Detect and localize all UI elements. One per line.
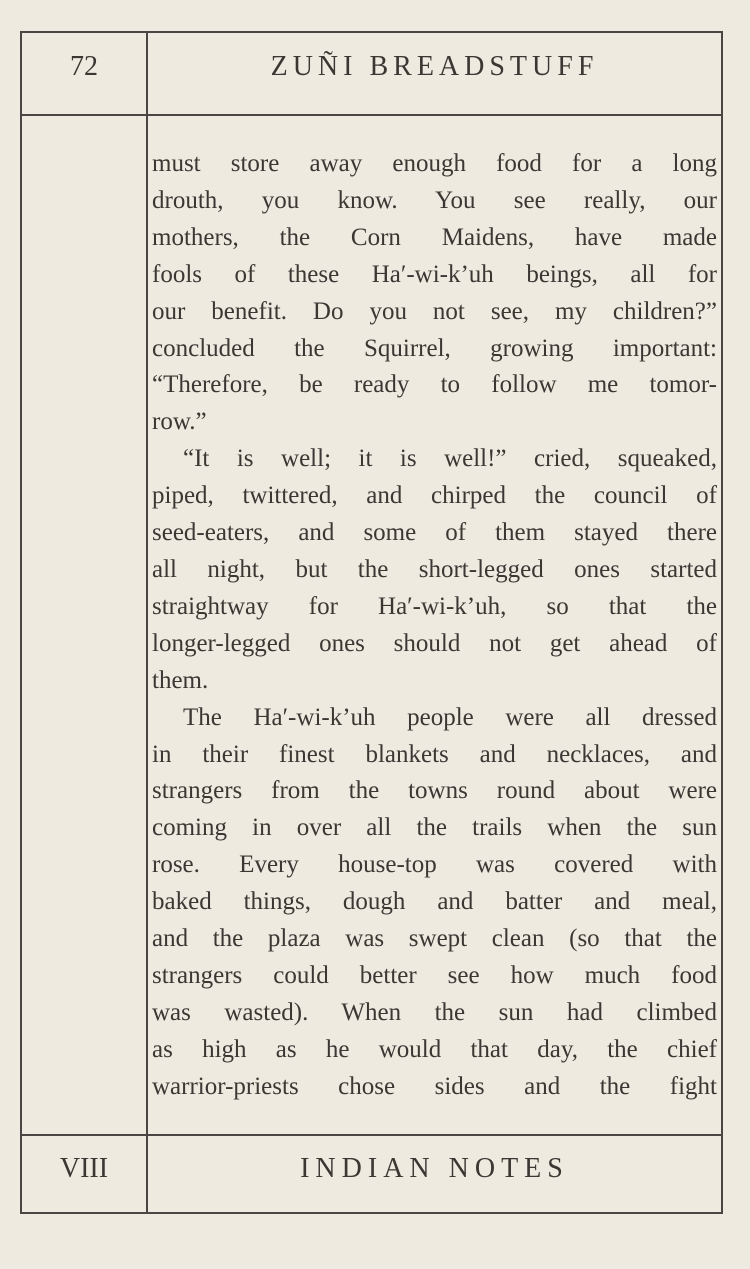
- text-line: straightway for Ha′-wi-k’uh, so that the: [152, 592, 717, 620]
- text-line: baked things, dough and batter and meal,: [152, 888, 717, 916]
- text-line: seed-eaters, and some of them stayed there: [152, 519, 717, 547]
- text-line: as high as he would that day, the chief: [152, 1035, 717, 1063]
- series-number: VIII: [59, 1153, 109, 1184]
- page-number: 72: [70, 51, 98, 82]
- text-line: row.”: [152, 408, 207, 436]
- text-line: warrior-priests chose sides and the fight: [152, 1072, 717, 1100]
- text-line: and the plaza was swept clean (so that the: [152, 925, 717, 953]
- running-title: ZUÑI BREADSTUFF: [270, 51, 599, 82]
- text-line: drouth, you know. You see really, our: [152, 186, 717, 214]
- text-line: must store away enough food for a long: [152, 150, 717, 177]
- text-line: fools of these Ha′-wi-k’uh beings, all for: [152, 260, 717, 288]
- text-line: strangers from the towns round about were: [152, 777, 717, 805]
- text-line: “Therefore, be ready to follow me tomor-: [152, 371, 717, 399]
- text-line: piped, twittered, and chirped the council of: [152, 482, 717, 510]
- footer-rule: [22, 1134, 721, 1136]
- text-line: mothers, the Corn Maidens, have made: [152, 223, 717, 251]
- body-text: [152, 146, 717, 1106]
- text-line: all night, but the short-legged ones started: [152, 555, 717, 583]
- text-line: was wasted). When the sun had climbed: [152, 998, 717, 1026]
- text-line: longer-legged ones should not get ahead of: [152, 629, 717, 657]
- series-title: INDIAN NOTES: [300, 1153, 569, 1184]
- margin-rule: [146, 33, 148, 1212]
- text-line: strangers could better see how much food: [152, 961, 717, 989]
- text-line: in their finest blankets and necklaces, and: [152, 740, 717, 768]
- text-line: them.: [152, 666, 209, 694]
- header-rule: [22, 114, 721, 116]
- text-line: coming in over all the trails when the sun: [152, 814, 717, 842]
- text-line: “It is well; it is well!” cried, squeaked,: [183, 445, 717, 473]
- text-line: The Ha′-wi-k’uh people were all dressed: [183, 703, 717, 731]
- page-frame: [20, 31, 723, 1214]
- text-line: our benefit. Do you not see, my children?”: [152, 297, 717, 325]
- text-line: rose. Every house-top was covered with: [152, 851, 717, 879]
- text-line: concluded the Squirrel, growing important:: [152, 334, 717, 362]
